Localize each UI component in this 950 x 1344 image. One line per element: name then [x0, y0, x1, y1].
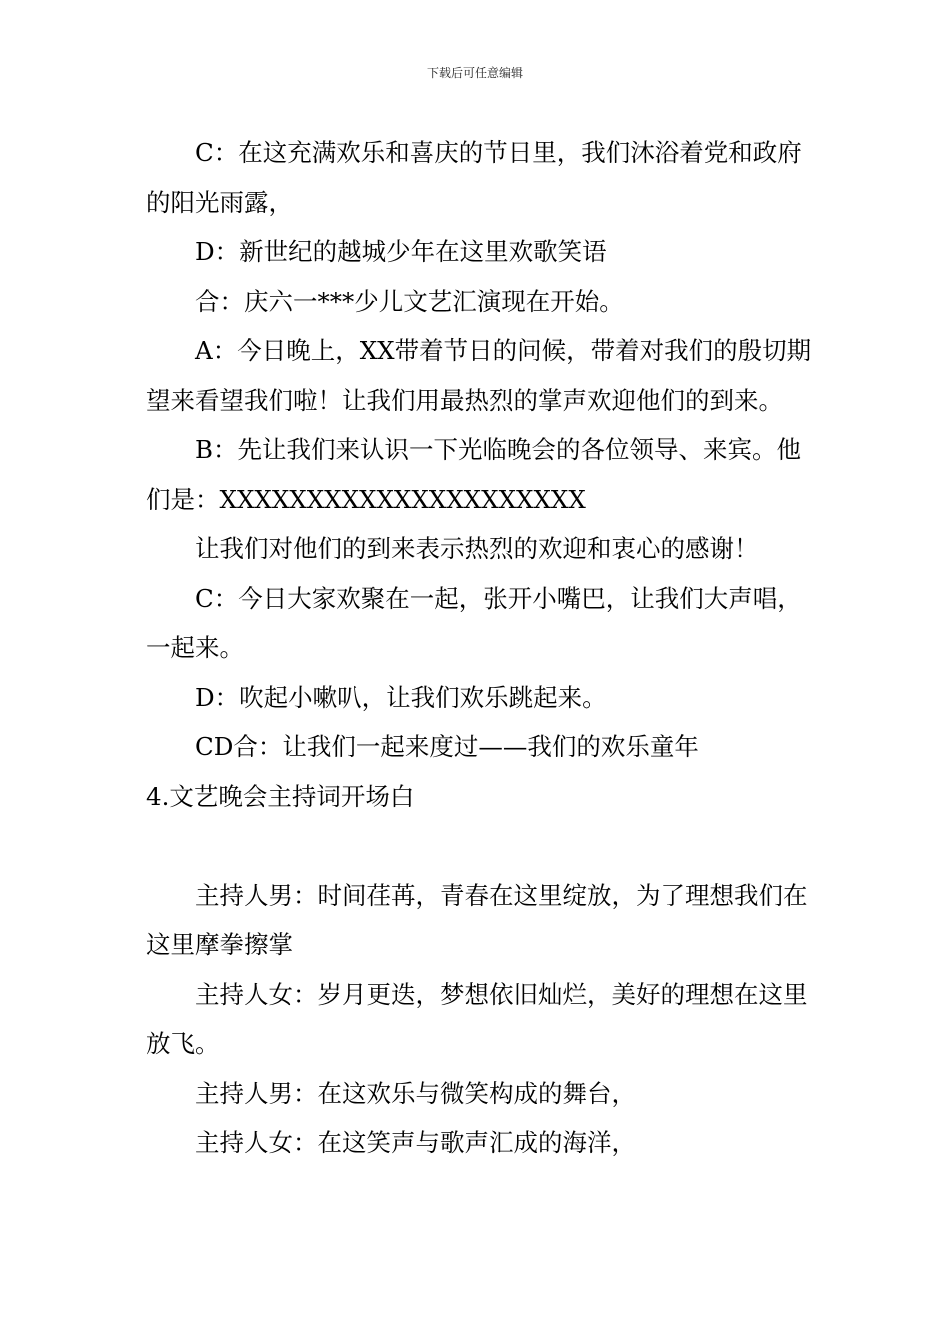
paragraph: D：新世纪的越城少年在这里欢歌笑语 [195, 237, 607, 266]
blank-line [146, 821, 818, 871]
paragraph: 主持人女：在这笑声与歌声汇成的海洋， [195, 1128, 636, 1157]
paragraph: C：在这充满欢乐和喜庆的节日里，我们沐浴着党和政府的阳光雨露， [146, 138, 802, 217]
paragraph: C：今日大家欢聚在一起，张开小嘴巴，让我们大声唱，一起来。 [146, 583, 802, 662]
paragraph: A：今日晚上，XX带着节日的问候，带着对我们的殷切期望来看望我们啦！让我们用最热烈的掌声欢迎他们的到来。 [146, 336, 812, 415]
paragraph: 主持人女：岁月更迭，梦想依旧灿烂，美好的理想在这里放飞。 [146, 979, 808, 1058]
paragraph: 主持人男：时间荏苒，青春在这里绽放，为了理想我们在这里摩拳擦掌 [146, 880, 808, 959]
document-body [146, 128, 818, 1168]
paragraph: 主持人男：在这欢乐与微笑构成的舞台， [195, 1078, 636, 1108]
paragraph: CD合：让我们一起来度过——我们的欢乐童年 [195, 732, 699, 761]
paragraph: D：吹起小嗽叭，让我们欢乐跳起来。 [195, 682, 607, 712]
paragraph: 合：庆六一***少儿文艺汇演现在开始。 [195, 286, 624, 316]
paragraph: 让我们对他们的到来表示热烈的欢迎和衷心的感谢！ [195, 534, 759, 563]
paragraph: B：先让我们来认识一下光临晚会的各位领导、来宾。他们是：XXXXXXXXXXXXXXXXXXXXX [146, 435, 802, 514]
page-header-note: 下载后可任意编辑 [426, 66, 523, 80]
section-heading: 4.文艺晚会主持词开场白 [146, 781, 415, 811]
